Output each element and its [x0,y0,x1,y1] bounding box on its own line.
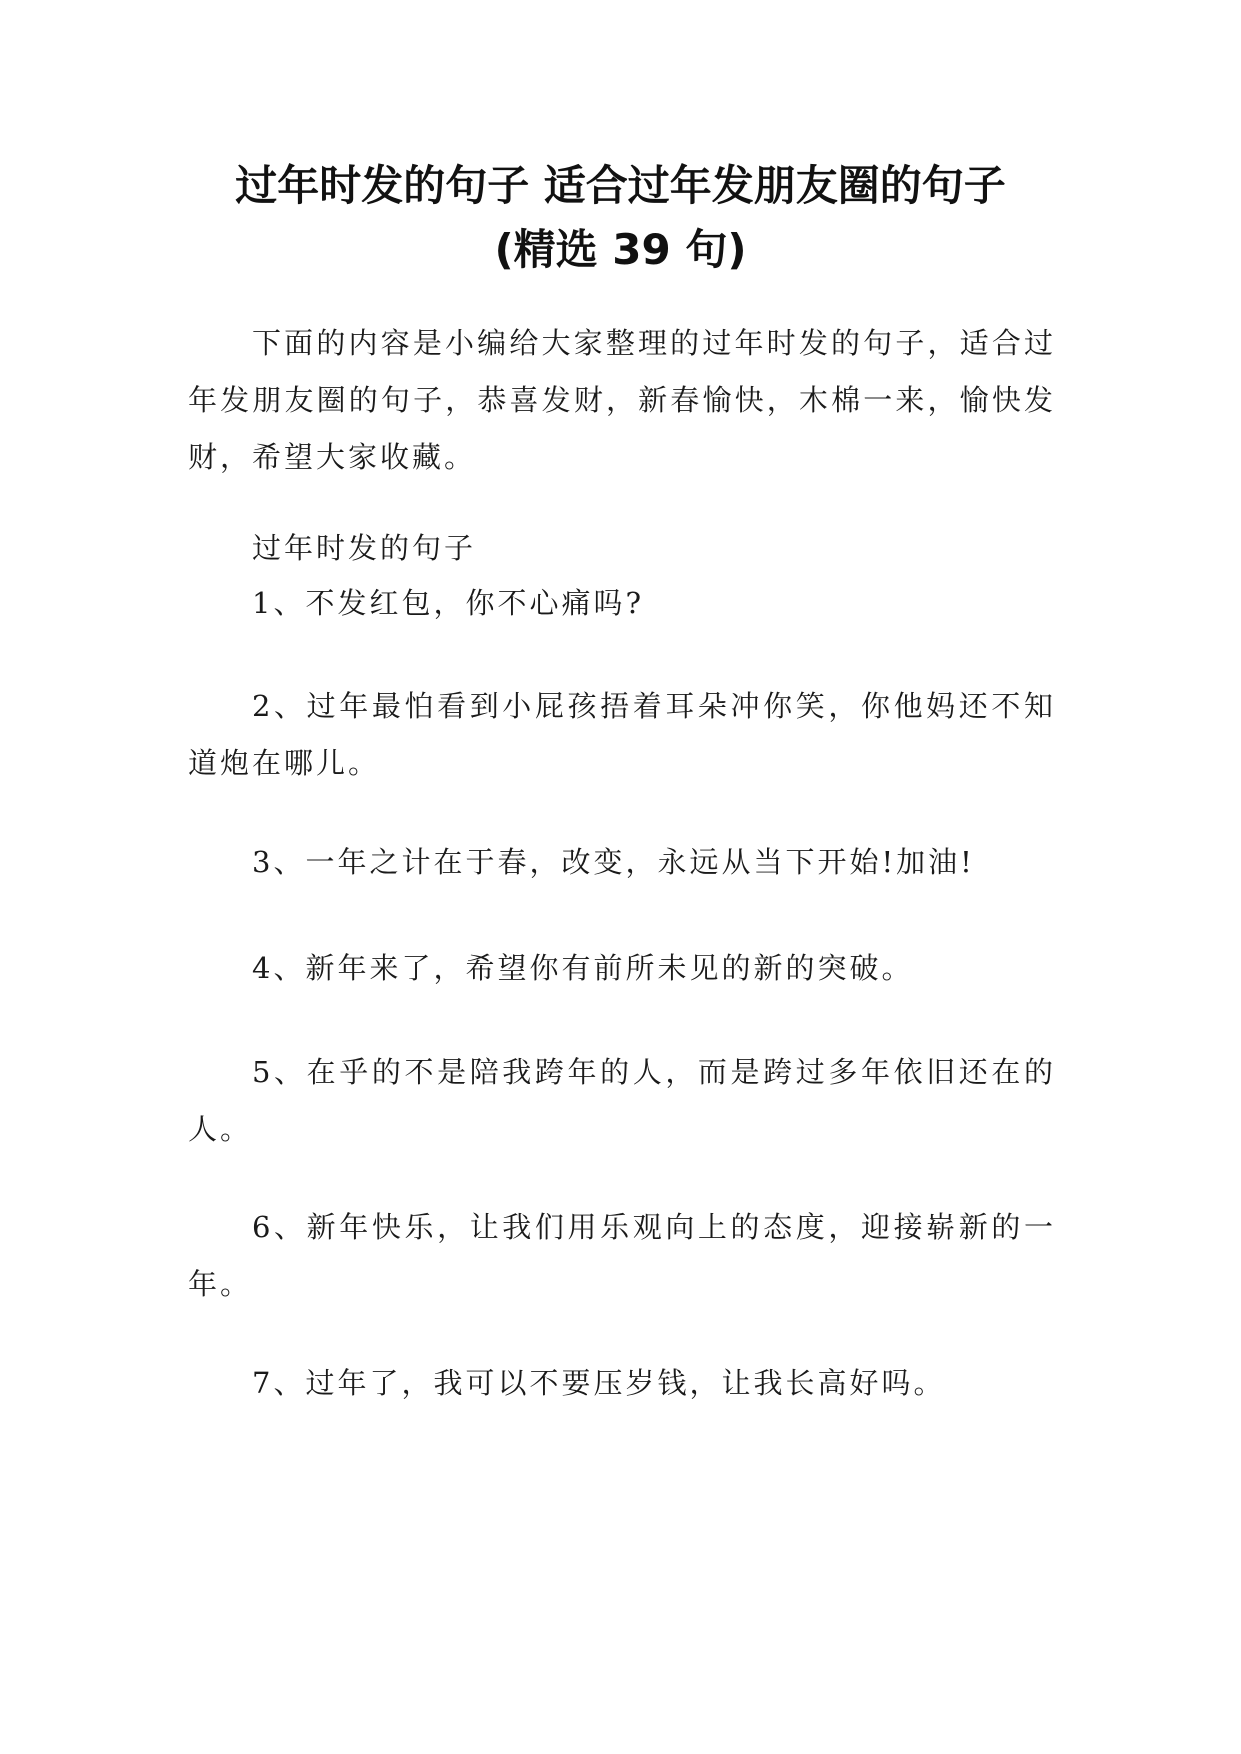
list-item: 3、一年之计在于春，改变，永远从当下开始!加油! [252,845,975,879]
document-title-line-1: 过年时发的句子 适合过年发朋友圈的句子 [235,161,1006,210]
list-item: 6、新年快乐，让我们用乐观向上的态度，迎接崭新的一年。 [188,1210,1056,1301]
document-title-line-2: (精选 39 句) [494,225,747,274]
list-item: 7、过年了，我可以不要压岁钱，让我长高好吗。 [252,1366,946,1400]
section-heading: 过年时发的句子 [252,531,477,565]
list-item: 2、过年最怕看到小屁孩捂着耳朵冲你笑，你他妈还不知道炮在哪儿。 [188,689,1056,780]
intro-paragraph: 下面的内容是小编给大家整理的过年时发的句子，适合过年发朋友圈的句子，恭喜发财，新春愉快，木棉一来，愉快发财，希望大家收藏。 [188,326,1056,474]
list-item: 1、不发红包，你不心痛吗? [252,586,644,620]
list-item: 4、新年来了，希望你有前所未见的新的突破。 [252,951,914,985]
list-item: 5、在乎的不是陪我跨年的人，而是跨过多年依旧还在的人。 [188,1055,1056,1146]
